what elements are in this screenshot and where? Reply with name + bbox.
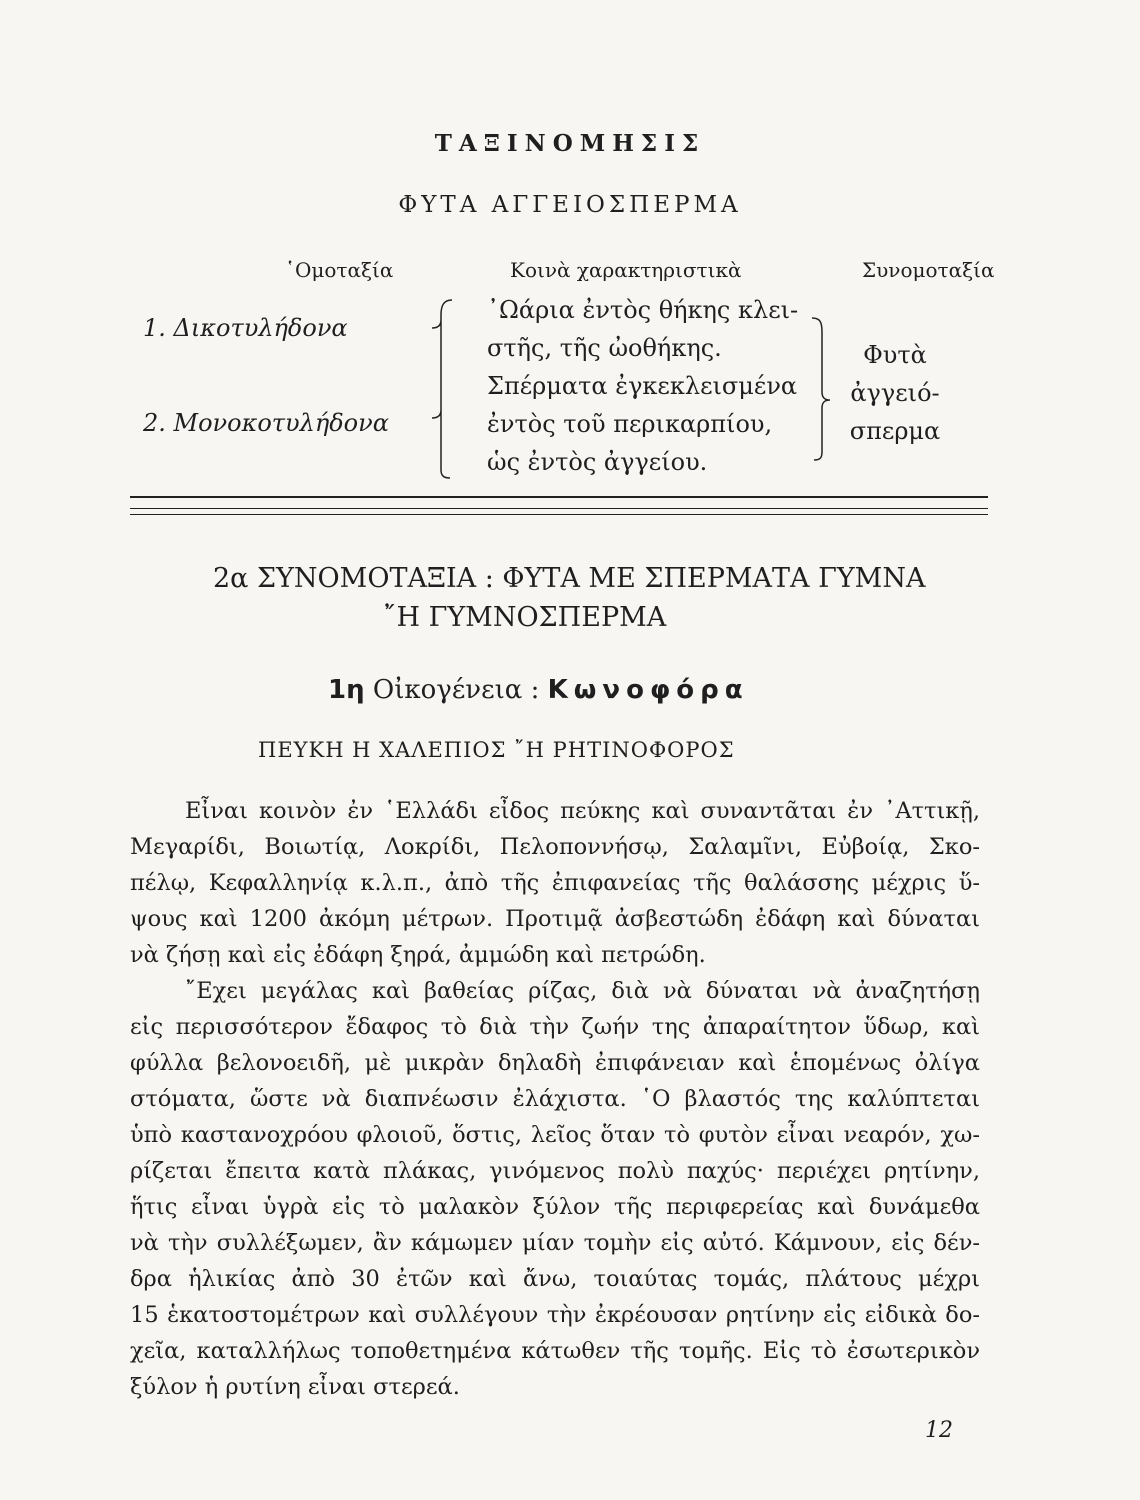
body-line: χεῖα, καταλλήλως τοποθετημένα κάτωθεν τῆς τομῆς. Εἰς τὸ ἐσωτερικὸν	[130, 1338, 980, 1364]
body-line: ξύλον ἡ ρυτίνη εἶναι στερεά.	[130, 1374, 460, 1400]
section-divider	[130, 496, 988, 515]
right-brace-icon	[812, 318, 830, 460]
feature-line: ᾿Ωάρια ἐντὸς θήκης κλει-	[487, 296, 799, 324]
body-line: εἰς περισσότερον ἔδαφος τὸ διὰ τὴν ζωήν της ἀπαραίτητον ὕδωρ, καὶ	[130, 1014, 980, 1040]
column-header-class: ῾Ομοταξία	[285, 258, 394, 282]
body-line: νὰ ζήσῃ καὶ εἰς ἐδάφη ξηρά, ἀμμώδη καὶ πετρώδη.	[130, 942, 706, 968]
feature-line: Σπέρματα ἐγκεκλεισμένα	[487, 372, 798, 400]
column-header-division: Συνομοταξία	[862, 258, 995, 282]
feature-line: ὡς ἐντὸς ἀγγείου.	[487, 448, 708, 476]
body-line: Μεγαρίδι, Βοιωτίᾳ, Λοκρίδι, Πελοποννήσῳ, Σαλαμῖνι, Εὐβοίᾳ, Σκο-	[130, 834, 980, 860]
division-label: σπερμα	[849, 417, 941, 445]
family-label: Οἰκογένεια :	[372, 675, 540, 705]
body-line: ἥτις εἶναι ὑγρὰ εἰς τὸ μαλακὸν ξύλον τῆς περιφερείας καὶ δυνάμεθα	[130, 1194, 980, 1220]
body-line: Εἶναι κοινὸν ἐν ῾Ελλάδι εἶδος πεύκης καὶ συναντᾶται ἐν ᾿Αττικῇ,	[185, 798, 980, 824]
page-heading: ΤΑΞΙΝΟΜΗΣΙΣ	[434, 130, 706, 157]
body-line: ρίζεται ἔπειτα κατὰ πλάκας, γινόμενος πολὺ παχύς· περιέχει ρητίνην,	[130, 1158, 980, 1184]
division-label: ἀγγειό-	[850, 379, 940, 407]
division-label: Φυτὰ	[863, 341, 927, 369]
body-line: ὑπὸ καστανοχρόου φλοιοῦ, ὅστις, λεῖος ὅταν τὸ φυτὸν εἶναι νεαρόν, χω-	[130, 1122, 980, 1148]
species-title: ΠΕΥΚΗ Η ΧΑΛΕΠΙΟΣ ῎Η ΡΗΤΙΝΟΦΟΡΟΣ	[258, 738, 735, 762]
class-monocotyledons: 2. Μονοκοτυλήδονα	[143, 409, 389, 437]
family-number: 1η	[328, 675, 365, 705]
left-brace-icon	[432, 300, 452, 478]
family-name: Κωνοφόρα	[547, 675, 749, 705]
feature-line: στῆς, τῆς ὠοθήκης.	[487, 334, 722, 362]
body-line: νὰ τὴν συλλέξωμεν, ἂν κάμωμεν μίαν τομὴν εἰς αὐτό. Κάμνουν, εἰς δέν-	[130, 1230, 980, 1256]
table-braces	[0, 0, 1140, 520]
page-number: 12	[925, 1418, 953, 1443]
column-header-features: Κοινὰ χαρακτηριστικὰ	[510, 258, 742, 282]
body-line: στόματα, ὥστε νὰ διαπνέωσιν ἐλάχιστα. ῾Ο βλαστός της καλύπτεται	[130, 1086, 980, 1112]
section-heading: 2α ΣΥΝΟΜΟΤΑΞΙΑ : ΦΥΤΑ ΜΕ ΣΠΕΡΜΑΤΑ ΓΥΜΝΑ	[213, 563, 926, 594]
body-line: 15 ἑκατοστομέτρων καὶ συλλέγουν τὴν ἐκρέουσαν ρητίνην εἰς εἰδικὰ δο-	[130, 1302, 980, 1328]
body-line: ψους καὶ 1200 ἀκόμη μέτρων. Προτιμᾷ ἀσβεστώδη ἐδάφη καὶ δύναται	[130, 906, 980, 932]
section-heading-continued: ῎Η ΓΥΜΝΟΣΠΕΡΜΑ	[383, 602, 667, 633]
body-line: φύλλα βελονοειδῆ, μὲ μικρὰν δηλαδὴ ἐπιφάνειαν καὶ ἑπομένως ὀλίγα	[130, 1050, 980, 1076]
body-line: δρα ἡλικίας ἀπὸ 30 ἐτῶν καὶ ἄνω, τοιαύτας τομάς, πλάτους μέχρι	[130, 1266, 980, 1292]
body-line: πέλῳ, Κεφαλληνίᾳ κ.λ.π., ἀπὸ τῆς ἐπιφανείας τῆς θαλάσσης μέχρις ὕ-	[130, 870, 980, 896]
page-subheading: ΦΥΤΑ ΑΓΓΕΙΟΣΠΕΡΜΑ	[398, 192, 742, 218]
feature-line: ἐντὸς τοῦ περικαρπίου,	[487, 410, 773, 438]
body-line: ῎Εχει μεγάλας καὶ βαθείας ρίζας, διὰ νὰ δύναται νὰ ἀναζητήσῃ	[185, 978, 980, 1004]
class-dicotyledons: 1. Δικοτυλήδονα	[143, 314, 348, 342]
family-heading	[328, 675, 749, 705]
